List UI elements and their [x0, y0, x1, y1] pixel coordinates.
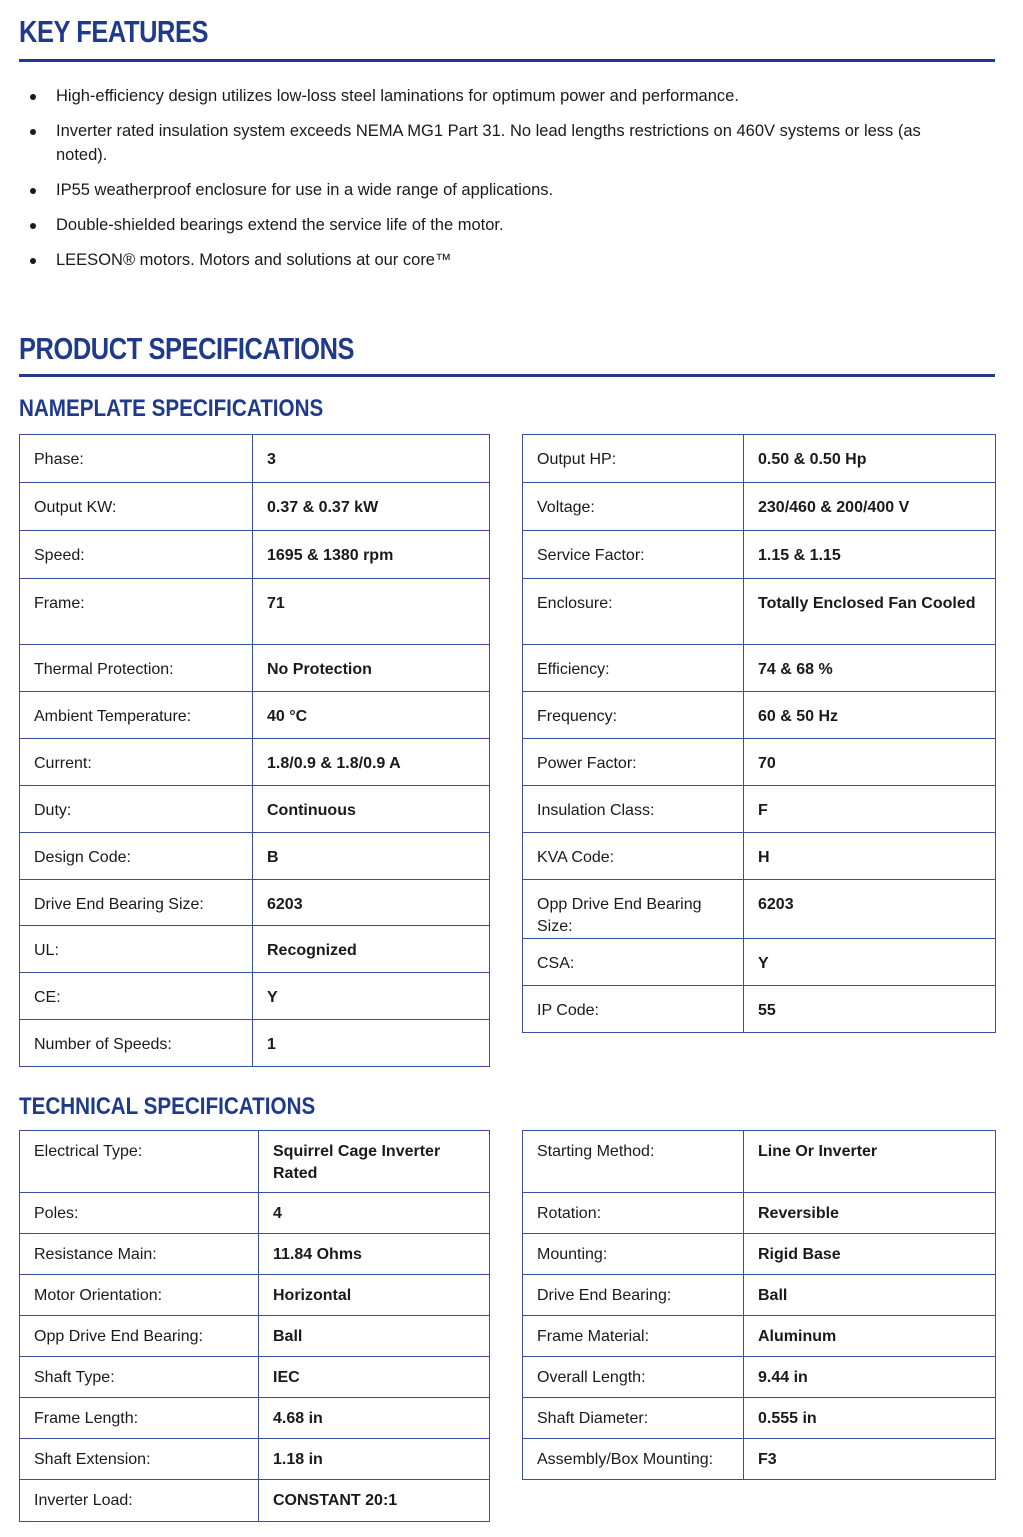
spec-value: F3: [744, 1439, 996, 1480]
spec-label: CSA:: [523, 939, 744, 986]
spec-label: Resistance Main:: [20, 1234, 259, 1275]
technical-heading: TECHNICAL SPECIFICATIONS: [19, 1093, 316, 1120]
product-specs-rule: [19, 374, 995, 377]
spec-row: [523, 739, 996, 786]
spec-value: 6203: [253, 880, 490, 926]
spec-label: Output HP:: [523, 435, 744, 483]
spec-row: [523, 1193, 996, 1234]
spec-label: Insulation Class:: [523, 786, 744, 833]
spec-row: [20, 1193, 490, 1234]
spec-row: [20, 579, 490, 645]
spec-value: 71: [253, 579, 490, 645]
spec-value: 6203: [744, 880, 996, 939]
spec-row: [523, 645, 996, 692]
spec-row: [20, 973, 490, 1020]
spec-row: [20, 786, 490, 833]
spec-row: [523, 483, 996, 531]
spec-row: [20, 880, 490, 926]
spec-row: [20, 1020, 490, 1067]
spec-label: Opp Drive End Bearing Size:: [523, 880, 744, 939]
key-features-list: [26, 84, 946, 283]
spec-value: 0.50 & 0.50 Hp: [744, 435, 996, 483]
spec-label: Shaft Diameter:: [523, 1398, 744, 1439]
feature-item: Double-shielded bearings extend the service life of the motor.: [26, 213, 946, 237]
spec-value: 11.84 Ohms: [259, 1234, 490, 1275]
spec-row: [523, 880, 996, 939]
spec-label: Phase:: [20, 435, 253, 483]
spec-row: [523, 531, 996, 579]
spec-label: Speed:: [20, 531, 253, 579]
spec-row: [20, 1439, 490, 1480]
spec-value: 0.555 in: [744, 1398, 996, 1439]
spec-row: [20, 1234, 490, 1275]
spec-label: Electrical Type:: [20, 1131, 259, 1193]
spec-label: KVA Code:: [523, 833, 744, 880]
spec-row: [20, 435, 490, 483]
nameplate-table-right: [522, 434, 996, 1033]
spec-value: Horizontal: [259, 1275, 490, 1316]
spec-label: Current:: [20, 739, 253, 786]
spec-value: 70: [744, 739, 996, 786]
spec-label: IP Code:: [523, 986, 744, 1033]
spec-row: [523, 579, 996, 645]
spec-value: 1695 & 1380 rpm: [253, 531, 490, 579]
spec-label: Efficiency:: [523, 645, 744, 692]
spec-row: [523, 1131, 996, 1193]
spec-row: [20, 1398, 490, 1439]
spec-label: Shaft Type:: [20, 1357, 259, 1398]
spec-label: Inverter Load:: [20, 1480, 259, 1522]
spec-label: Number of Speeds:: [20, 1020, 253, 1067]
spec-label: Starting Method:: [523, 1131, 744, 1193]
spec-row: [20, 926, 490, 973]
spec-value: 1.15 & 1.15: [744, 531, 996, 579]
spec-value: 1: [253, 1020, 490, 1067]
spec-value: Line Or Inverter: [744, 1131, 996, 1193]
feature-item: High-efficiency design utilizes low-loss steel laminations for optimum power and performance.: [26, 84, 946, 108]
spec-value: Aluminum: [744, 1316, 996, 1357]
spec-value: Ball: [259, 1316, 490, 1357]
spec-row: [523, 1275, 996, 1316]
spec-label: Service Factor:: [523, 531, 744, 579]
spec-row: [523, 1439, 996, 1480]
spec-value: B: [253, 833, 490, 880]
spec-label: Design Code:: [20, 833, 253, 880]
spec-label: Poles:: [20, 1193, 259, 1234]
spec-value: Y: [253, 973, 490, 1020]
spec-label: Drive End Bearing Size:: [20, 880, 253, 926]
spec-label: Assembly/Box Mounting:: [523, 1439, 744, 1480]
spec-value: Reversible: [744, 1193, 996, 1234]
spec-row: [523, 786, 996, 833]
spec-value: 40 °C: [253, 692, 490, 739]
spec-row: [20, 1131, 490, 1193]
feature-item: LEESON® motors. Motors and solutions at our core™: [26, 248, 946, 272]
spec-label: Overall Length:: [523, 1357, 744, 1398]
spec-label: Rotation:: [523, 1193, 744, 1234]
spec-label: Drive End Bearing:: [523, 1275, 744, 1316]
spec-value: 9.44 in: [744, 1357, 996, 1398]
spec-value: F: [744, 786, 996, 833]
spec-row: [20, 1275, 490, 1316]
nameplate-heading: NAMEPLATE SPECIFICATIONS: [19, 395, 324, 422]
spec-value: 0.37 & 0.37 kW: [253, 483, 490, 531]
spec-value: 55: [744, 986, 996, 1033]
spec-value: Ball: [744, 1275, 996, 1316]
spec-value: Rigid Base: [744, 1234, 996, 1275]
key-features-heading: KEY FEATURES: [19, 14, 209, 49]
spec-value: H: [744, 833, 996, 880]
spec-label: Shaft Extension:: [20, 1439, 259, 1480]
spec-row: [20, 692, 490, 739]
feature-item: IP55 weatherproof enclosure for use in a wide range of applications.: [26, 178, 946, 202]
feature-item: Inverter rated insulation system exceeds NEMA MG1 Part 31. No lead lengths restrictions on 460V systems or less (as noted).: [26, 119, 946, 167]
spec-label: Motor Orientation:: [20, 1275, 259, 1316]
spec-row: [20, 1480, 490, 1522]
spec-label: Frame:: [20, 579, 253, 645]
spec-row: [523, 1398, 996, 1439]
spec-label: Duty:: [20, 786, 253, 833]
nameplate-table-left: [19, 434, 490, 1067]
key-features-rule: [19, 59, 995, 62]
spec-row: [20, 531, 490, 579]
spec-value: 3: [253, 435, 490, 483]
spec-label: Frame Material:: [523, 1316, 744, 1357]
spec-row: [523, 986, 996, 1033]
spec-row: [20, 483, 490, 531]
spec-row: [20, 1357, 490, 1398]
spec-value: 4.68 in: [259, 1398, 490, 1439]
spec-value: 4: [259, 1193, 490, 1234]
spec-value: 1.18 in: [259, 1439, 490, 1480]
technical-table-left: [19, 1130, 490, 1522]
spec-label: Output KW:: [20, 483, 253, 531]
technical-table-right: [522, 1130, 996, 1480]
spec-row: [20, 739, 490, 786]
spec-label: Ambient Temperature:: [20, 692, 253, 739]
spec-row: [523, 1316, 996, 1357]
spec-label: Enclosure:: [523, 579, 744, 645]
spec-value: Squirrel Cage Inverter Rated: [259, 1131, 490, 1193]
spec-row: [20, 833, 490, 880]
spec-row: [523, 1234, 996, 1275]
spec-row: [523, 939, 996, 986]
product-specs-heading: PRODUCT SPECIFICATIONS: [19, 331, 355, 366]
spec-value: 230/460 & 200/400 V: [744, 483, 996, 531]
spec-value: 74 & 68 %: [744, 645, 996, 692]
spec-label: UL:: [20, 926, 253, 973]
spec-value: Recognized: [253, 926, 490, 973]
spec-value: IEC: [259, 1357, 490, 1398]
spec-value: 60 & 50 Hz: [744, 692, 996, 739]
spec-label: Opp Drive End Bearing:: [20, 1316, 259, 1357]
spec-label: Thermal Protection:: [20, 645, 253, 692]
spec-label: Frequency:: [523, 692, 744, 739]
spec-row: [523, 435, 996, 483]
spec-label: Mounting:: [523, 1234, 744, 1275]
spec-row: [20, 645, 490, 692]
spec-value: Continuous: [253, 786, 490, 833]
spec-label: Voltage:: [523, 483, 744, 531]
spec-value: Totally Enclosed Fan Cooled: [744, 579, 996, 645]
spec-value: 1.8/0.9 & 1.8/0.9 A: [253, 739, 490, 786]
spec-value: No Protection: [253, 645, 490, 692]
spec-row: [523, 692, 996, 739]
spec-value: CONSTANT 20:1: [259, 1480, 490, 1522]
spec-label: CE:: [20, 973, 253, 1020]
spec-row: [20, 1316, 490, 1357]
spec-value: Y: [744, 939, 996, 986]
spec-row: [523, 1357, 996, 1398]
spec-label: Frame Length:: [20, 1398, 259, 1439]
spec-row: [523, 833, 996, 880]
spec-label: Power Factor:: [523, 739, 744, 786]
